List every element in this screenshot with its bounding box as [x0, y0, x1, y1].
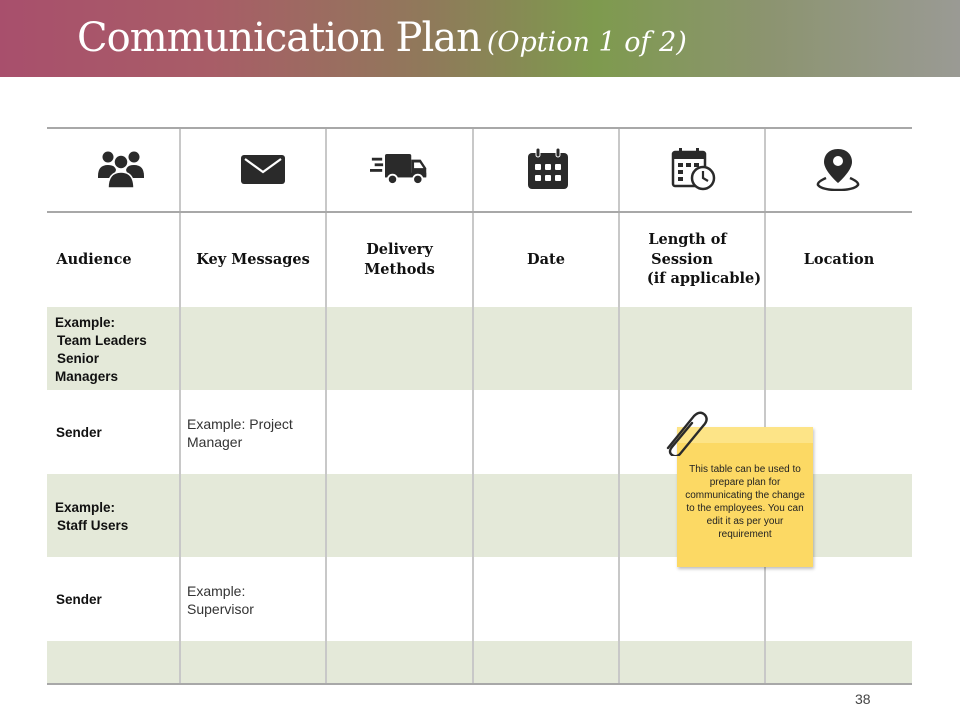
communication-plan-table [47, 127, 912, 685]
title-subtitle: (Option 1 of 2) [486, 27, 687, 58]
location-pin-icon [808, 147, 868, 191]
audience-cell: Example: Team Leaders Senior Managers [55, 315, 147, 384]
table-bottom-border [47, 683, 912, 685]
delivery-truck-icon [370, 147, 430, 191]
header-location: Location [803, 250, 875, 268]
sticky-note-text: This table can be used to prepare plan for communicating the change to the employees. You can edit it as per your requirement [685, 464, 805, 540]
people-icon [91, 147, 151, 191]
calendar-icon [518, 147, 578, 191]
row-band-1 [47, 307, 912, 390]
schedule-clock-icon [663, 147, 723, 191]
paperclip-icon [660, 408, 710, 461]
slide-title [77, 12, 687, 72]
header-delivery-methods: Delivery Methods [364, 240, 435, 278]
title-main: Communication Plan [77, 15, 481, 61]
header-length-of-session: Length of Session (if applicable) [646, 231, 762, 288]
table-top-border [47, 127, 912, 129]
row-band-5 [47, 641, 912, 683]
audience-cell: Sender [56, 592, 102, 607]
header-audience: Audience [56, 250, 132, 268]
header-date: Date [527, 250, 565, 268]
key-message-cell: Example: Project Manager [187, 416, 293, 450]
audience-cell: Sender [56, 425, 102, 440]
key-message-cell: Example: Supervisor [187, 583, 254, 617]
header-key-messages: Key Messages [196, 250, 310, 268]
envelope-icon [233, 147, 293, 191]
page-number: 38 [855, 691, 871, 707]
audience-cell: Example: Staff Users [55, 500, 129, 533]
